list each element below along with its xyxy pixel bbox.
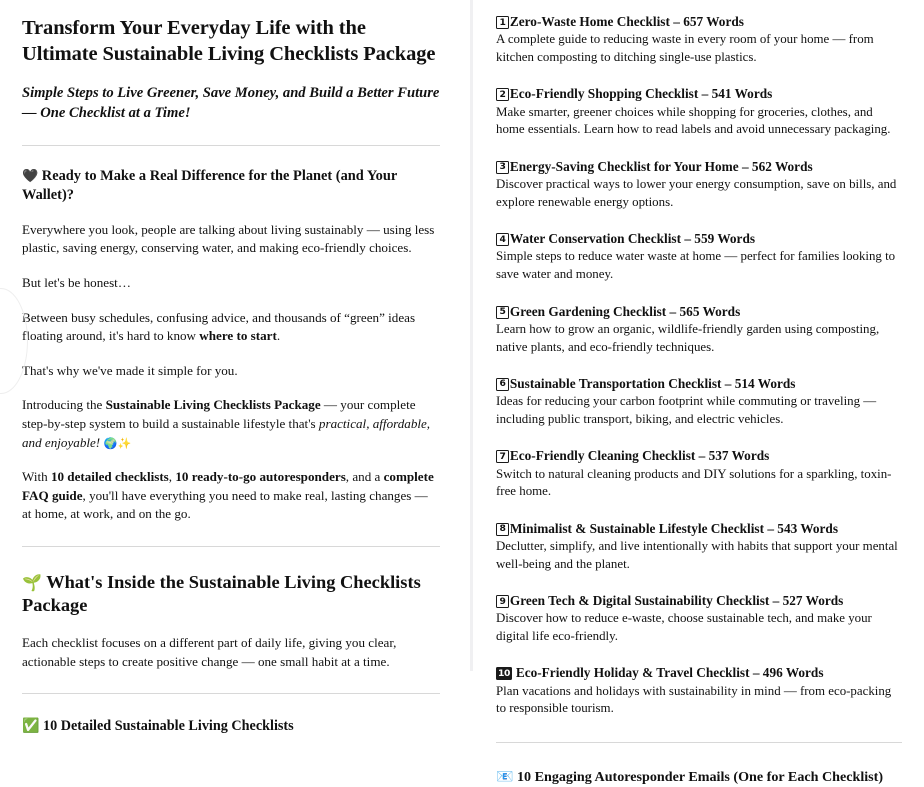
paragraph-6-emphasis-1: 10 detailed checklists [50, 469, 169, 485]
checklist-title-label: Eco-Friendly Cleaning Checklist – 537 Words [509, 448, 770, 464]
checklist-title [496, 375, 902, 392]
keycap-number-icon: 9 [496, 595, 509, 608]
paragraph-6 [22, 468, 440, 524]
keycap-number-icon: 10 [498, 667, 510, 679]
paragraph-3-emphasis: where to start [199, 328, 277, 344]
paragraph-5 [22, 396, 440, 452]
divider-2 [22, 546, 440, 547]
sprout-icon: 🌱 [22, 572, 42, 592]
paragraph-6-text-a: With [22, 469, 51, 485]
checklist-description: Ideas for reducing your carbon footprint while commuting or traveling — including public transport, biking, and electric vehicles. [496, 394, 877, 426]
divider-4 [496, 742, 902, 743]
keycap-number-icon: 6 [496, 378, 509, 391]
checklist-title-label: Eco-Friendly Shopping Checklist – 541 Words [509, 86, 773, 102]
list-item [496, 13, 902, 67]
checklist-description: A complete guide to reducing waste in every room of your home — from kitchen composting to ditching single-use plastics. [496, 32, 874, 65]
inside-heading-label: What's Inside the Sustainable Living Checklists Package [22, 571, 421, 616]
paragraph-6-emphasis-2: 10 ready-to-go autoresponders [175, 469, 346, 485]
inside-heading [22, 571, 440, 618]
paragraph-4: That's why we've made it simple for you. [22, 362, 238, 378]
checklist-title [496, 447, 902, 464]
list-item [496, 85, 902, 139]
globe-icon: 🌍 [103, 436, 118, 450]
list-item [496, 447, 902, 501]
paragraph-3-text-b: . [276, 328, 281, 344]
autoresponder-heading-label: 10 Engaging Autoresponder Emails (One for Each Checklist) [516, 769, 884, 786]
checklist-description: Discover practical ways to lower your energy consumption, save on bills, and explore renewable energy options. [496, 177, 897, 209]
hook-heading [22, 167, 440, 205]
checklists-subheading-label: 10 Detailed Sustainable Living Checklists [42, 718, 294, 735]
checklist-description: Make smarter, greener choices while shopping for groceries, clothes, and home essentials. Learn how to read labels and avoid unnecessary packaging. [496, 104, 891, 137]
paragraph-3 [22, 309, 440, 346]
list-item [496, 230, 902, 284]
checklist-title [496, 520, 902, 537]
paragraph-6-emphasis-3: complete FAQ guide [22, 469, 434, 503]
right-column [473, 0, 924, 786]
checklist-title [496, 303, 902, 320]
checklist-title [496, 664, 902, 681]
mail-icon: 📧 [496, 769, 514, 786]
checklist-title-label: Water Conservation Checklist – 559 Words [509, 231, 756, 247]
paragraph-6-text-c: , and a [345, 469, 384, 485]
checklist-title [496, 13, 902, 30]
list-item [496, 375, 902, 429]
divider-1 [22, 145, 440, 146]
keycap-number-icon: 1 [496, 16, 509, 29]
checklist-title-label: Eco-Friendly Holiday & Travel Checklist – 496 Words [515, 665, 824, 681]
checklist-title [496, 230, 902, 247]
sparkle-icon: ✨ [117, 436, 132, 450]
checklist-list [496, 13, 902, 718]
divider-3 [22, 693, 440, 694]
list-item [496, 664, 902, 718]
checklist-title-label: Sustainable Transportation Checklist – 514 Words [509, 375, 796, 391]
checklist-title [496, 158, 902, 175]
keycap-number-icon: 4 [496, 233, 509, 246]
checklist-description: Learn how to grow an organic, wildlife-friendly garden using composting, native plants, and eco-friendly techniques. [496, 321, 880, 354]
checklist-title [496, 592, 902, 609]
list-item [496, 158, 902, 212]
left-column [0, 0, 470, 735]
paragraph-6-text-b: , [168, 469, 176, 485]
checklists-subheading [22, 717, 440, 735]
checklist-description: Simple steps to reduce water waste at home — perfect for families looking to save water and money. [496, 249, 896, 282]
hook-heading-label: Ready to Make a Real Difference for the Planet (and Your Wallet)? [22, 168, 397, 204]
autoresponder-heading [496, 768, 902, 786]
heart-icon: 🖤 [22, 169, 39, 185]
checklist-title [496, 85, 902, 102]
paragraph-5-emphasis: practical, affordable, and enjoyable! [22, 415, 431, 450]
keycap-number-icon: 8 [496, 523, 509, 536]
paragraph-1: Everywhere you look, people are talking about living sustainably — using less plastic, saving energy, conserving water, and making eco-friendly choices. [22, 221, 435, 256]
checklist-title-label: Zero-Waste Home Checklist – 657 Words [509, 14, 744, 29]
paragraph-5-text-a: Introducing the [22, 397, 106, 413]
checklist-description: Declutter, simplify, and live intentionally with habits that support your mental well-being and the planet. [496, 538, 898, 571]
page-title: Transform Your Everyday Life with the Ultimate Sustainable Living Checklists Package [22, 17, 436, 66]
keycap-number-icon: 7 [496, 450, 509, 463]
keycap-number-icon: 3 [496, 161, 509, 174]
keycap-number-icon: 5 [496, 306, 509, 319]
paragraph-5-text-b: — your complete step-by-step system to build a sustainable lifestyle that's [22, 397, 416, 431]
checklist-title-label: Energy-Saving Checklist for Your Home – 562 Words [509, 158, 813, 174]
check-icon: ✅ [22, 718, 40, 735]
paragraph-5-product-name: Sustainable Living Checklists Package [105, 397, 321, 413]
checklist-title-label: Green Tech & Digital Sustainability Checklist – 527 Words [509, 593, 844, 608]
checklist-title-label: Minimalist & Sustainable Lifestyle Checklist – 543 Words [509, 520, 839, 536]
paragraph-3-text-a: Between busy schedules, confusing advice, and thousands of “green” ideas floating around, it's hard to know [22, 309, 416, 344]
paragraph-2: But let's be honest… [22, 275, 131, 291]
checklist-description: Discover how to reduce e-waste, choose sustainable tech, and make your digital life eco-friendly. [496, 611, 872, 644]
inside-paragraph: Each checklist focuses on a different part of daily life, giving you clear, actionable steps to create positive change — one small habit at a time. [22, 634, 397, 669]
list-item [496, 303, 902, 357]
checklist-title-label: Green Gardening Checklist – 565 Words [509, 303, 741, 319]
checklist-description: Switch to natural cleaning products and DIY solutions for a sparkling, toxin-free home. [496, 466, 892, 499]
page-subtitle: Simple Steps to Live Greener, Save Money, and Build a Better Future — One Checklist at a Time! [22, 85, 440, 121]
keycap-number-icon: 2 [496, 88, 509, 101]
paragraph-6-text-d: , you'll have everything you need to make real, lasting changes — at home, at work, and on the go. [22, 487, 428, 522]
list-item [496, 520, 902, 574]
list-item [496, 592, 902, 646]
checklist-description: Plan vacations and holidays with sustainability in mind — from eco-packing to responsible tourism. [496, 683, 892, 716]
